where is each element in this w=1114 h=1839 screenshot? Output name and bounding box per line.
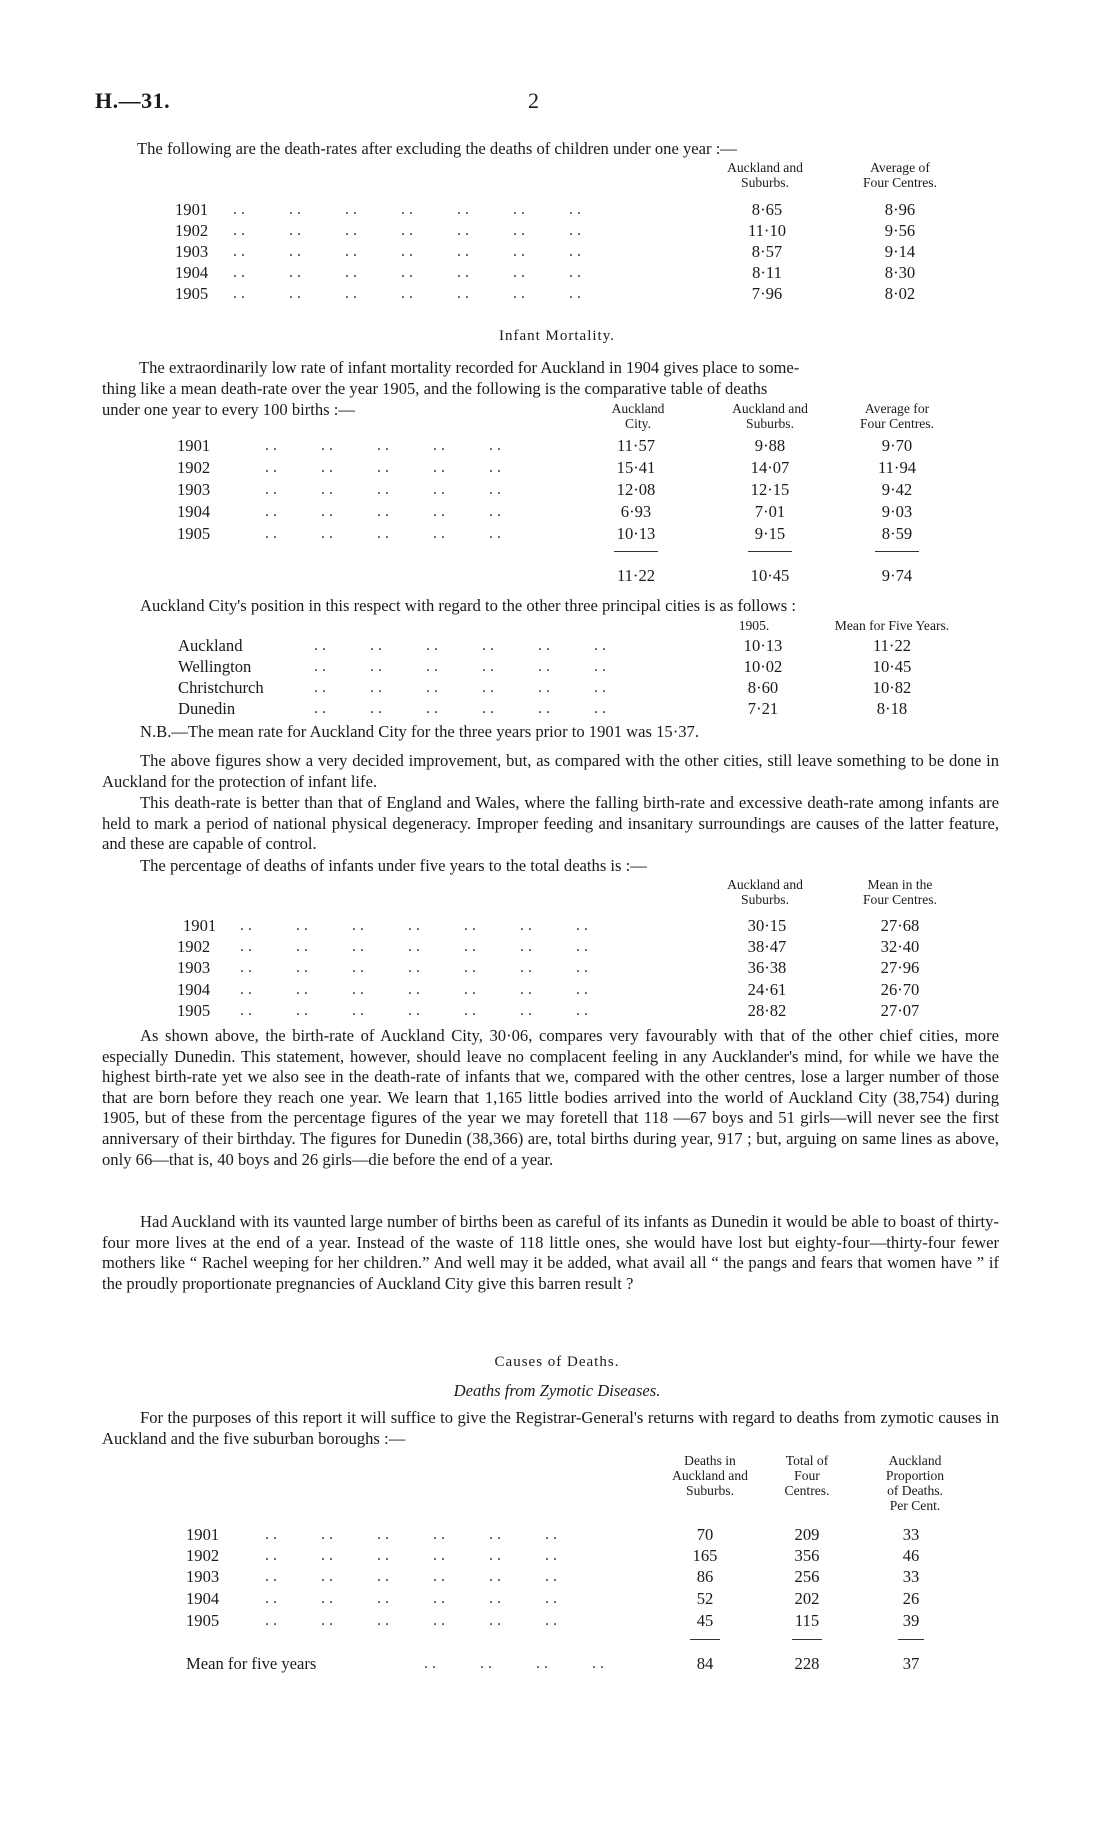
year-cell: 1901 (177, 436, 211, 455)
city-cell: Christchurch (178, 678, 264, 697)
year-cell: 1903 (177, 958, 211, 977)
value-cell: 38·47 (747, 937, 787, 956)
value-cell: 6·93 (620, 502, 652, 521)
leader-dots: . . . . . . . . . . . . . . (233, 285, 581, 302)
city-cell: Auckland (178, 636, 243, 655)
header-line: Four Centres. (862, 892, 937, 907)
value-cell: 39 (902, 1611, 920, 1630)
header-line: Deaths in (684, 1453, 736, 1468)
page-number: 2 (528, 88, 539, 113)
leader-dots: . . . . . . . . . . . . (265, 1526, 557, 1543)
cities-col1-header: 1905. (738, 618, 770, 633)
mean-cell: 37 (902, 1654, 920, 1673)
year-cell: 1905 (177, 1001, 211, 1020)
year-cell: 1902 (175, 221, 209, 240)
value-cell: 202 (794, 1589, 820, 1608)
leader-dots: . . . . . . . . . . . . . . (240, 981, 588, 998)
header-line: Mean in the (867, 877, 933, 892)
paragraph-text: For the purposes of this report it will suffice to give the Registrar-General's returns with regard to deaths from zymotic causes in Auckland and the five suburban boroughs :— (102, 1408, 999, 1448)
value-cell: 8·30 (884, 263, 916, 282)
value-cell: 33 (902, 1567, 920, 1586)
value-cell: 9·14 (884, 242, 916, 261)
leader-dots: . . . . . . . . . . (265, 437, 501, 454)
header-line: Four Centres. (859, 416, 934, 431)
section-heading-infant-mortality: Infant Mortality. (498, 328, 615, 344)
city-cell: Wellington (178, 657, 252, 676)
header-line: Suburbs. (746, 416, 794, 431)
paragraph-text: Had Auckland with its vaunted large number of births been as careful of its infants as Dunedin it would be able to boast of thirty-four more lives at the end of a year. Instead of the waste of 118 little ones, she would have lost but eighty-four—thirty-four fewer mothers like “ Rachel weeping for her children.” And well may it be added, what avail all “ the pangs and fears that women have ” if the proudly proportionate pregnancies of Auckland City give this barren result ? (102, 1212, 999, 1293)
value-cell: 26·70 (880, 980, 920, 999)
leader-dots: . . . . . . . . . . . . . . (240, 938, 588, 955)
header-line: Four (794, 1468, 820, 1483)
section-heading-causes-of-deaths: Causes of Deaths. (494, 1354, 620, 1370)
value-cell: 8·65 (751, 200, 783, 219)
leader-dots: . . . . . . . . . . (265, 481, 501, 498)
paragraph (102, 793, 999, 855)
value-cell: 36·38 (747, 958, 787, 977)
year-cell: 1901 (175, 200, 209, 219)
table4-col3-header (860, 1453, 970, 1513)
value-cell: 10·13 (616, 524, 656, 543)
value-cell: 70 (696, 1525, 714, 1544)
year-cell: 1903 (186, 1567, 220, 1586)
sum-rule (748, 551, 792, 552)
leader-dots: . . . . . . . . . . . . (265, 1612, 557, 1629)
total-cell: 9·74 (881, 566, 913, 585)
value-cell: 27·07 (880, 1001, 920, 1020)
value-cell: 11·10 (747, 221, 787, 240)
header-line: Proportion (885, 1468, 945, 1483)
paragraph (102, 1212, 999, 1294)
mean-cell: 84 (696, 1654, 714, 1673)
table4-col2-header (762, 1453, 852, 1498)
header-line: Auckland and (672, 1468, 748, 1483)
city-cell: Dunedin (178, 699, 236, 718)
value-cell: 26 (902, 1589, 920, 1608)
paragraph-line: The extraordinarily low rate of infant mortality recorded for Auckland in 1904 gives place to some- (139, 358, 800, 377)
sum-rule (898, 1639, 924, 1640)
value-cell: 86 (696, 1567, 714, 1586)
value-cell: 256 (794, 1567, 820, 1586)
leader-dots: . . . . . . . . . . . . (314, 679, 606, 696)
leader-dots: . . . . . . . . . . . . . . (233, 222, 581, 239)
header-line: Auckland (888, 1453, 942, 1468)
value-cell: 165 (692, 1546, 718, 1565)
value-cell: 11·94 (877, 458, 917, 477)
paragraph-line: under one year to every 100 births :— (102, 400, 355, 419)
year-cell: 1901 (186, 1525, 220, 1544)
header-line: City. (625, 416, 651, 431)
header-line: Auckland and (727, 160, 803, 175)
paragraph (102, 1026, 999, 1170)
header-line: Four Centres. (862, 175, 937, 190)
table2-col3-header (837, 401, 957, 431)
document-reference: H.—31. (95, 88, 171, 113)
value-cell: 14·07 (750, 458, 790, 477)
value-cell: 11·22 (872, 636, 912, 655)
year-cell: 1904 (186, 1589, 220, 1608)
header-line: Total of (785, 1453, 829, 1468)
sum-rule (690, 1639, 720, 1640)
value-cell: 10·13 (743, 636, 783, 655)
paragraph (102, 1408, 999, 1449)
total-cell: 10·45 (750, 566, 790, 585)
year-cell: 1904 (175, 263, 209, 282)
value-cell: 45 (696, 1611, 714, 1630)
leader-dots: . . . . . . . . . . . . (265, 1568, 557, 1585)
table3-col1-header (705, 877, 825, 907)
table4-col1-header (650, 1453, 770, 1498)
year-cell: 1903 (177, 480, 211, 499)
value-cell: 33 (902, 1525, 920, 1544)
value-cell: 28·82 (747, 1001, 787, 1020)
value-cell: 356 (794, 1546, 820, 1565)
header-line: Per Cent. (889, 1498, 941, 1513)
value-cell: 11·57 (616, 436, 656, 455)
mean-cell: 228 (794, 1654, 820, 1673)
header-line: Suburbs. (741, 892, 789, 907)
header-line: Suburbs. (741, 175, 789, 190)
value-cell: 8·59 (881, 524, 913, 543)
value-cell: 7·01 (754, 502, 786, 521)
paragraph (102, 856, 999, 877)
value-cell: 10·45 (872, 657, 912, 676)
value-cell: 27·96 (880, 958, 920, 977)
leader-dots: . . . . . . . . . . (265, 525, 501, 542)
leader-dots: . . . . . . . . . . . . . . (240, 917, 588, 934)
year-cell: 1904 (177, 502, 211, 521)
paragraph-text: As shown above, the birth-rate of Auckland City, 30·06, compares very favourably with that of the other chief cities, more especially Dunedin. This statement, however, should leave no complacent feeling in any Aucklander's mind, for while we have the highest birth-rate yet we also see in the death-rate of infants that we, compared with the other centres, lose a larger number of those that are born before they reach one year. We learn that 1,165 little bodies arrived into the world of Auckland City (38,754) during 1905, but of these from the percentage figures of the year we may foretell that 118 —67 boys and 51 girls—will never see the first anniversary of their birthday. The figures for Dunedin (38,366) are, total births during year, 917 ; but, arguing on same lines as above, only 66—that is, 40 boys and 26 girls—die before the end of a year. (102, 1026, 999, 1169)
header-line: Centres. (784, 1483, 830, 1498)
year-cell: 1903 (175, 242, 209, 261)
header-line: Average for (864, 401, 930, 416)
leader-dots: . . . . . . . . . . . . . . (233, 243, 581, 260)
value-cell: 9·42 (881, 480, 913, 499)
table1-intro: The following are the death-rates after excluding the deaths of children under one year :— (137, 139, 737, 158)
header-line: of Deaths. (887, 1483, 943, 1498)
value-cell: 8·96 (884, 200, 916, 219)
leader-dots: . . . . . . . . . . . . (265, 1547, 557, 1564)
value-cell: 27·68 (880, 916, 920, 935)
leader-dots: . . . . . . . . . . (265, 503, 501, 520)
value-cell: 8·18 (876, 699, 908, 718)
header-line: Average of (870, 160, 930, 175)
year-cell: 1905 (175, 284, 209, 303)
leader-dots: . . . . . . . . (424, 1655, 604, 1672)
total-cell: 11·22 (616, 566, 656, 585)
leader-dots: . . . . . . . . . . (265, 459, 501, 476)
value-cell: 9·56 (884, 221, 916, 240)
value-cell: 8·57 (751, 242, 783, 261)
leader-dots: . . . . . . . . . . . . . . (233, 264, 581, 281)
value-cell: 24·61 (747, 980, 787, 999)
value-cell: 209 (794, 1525, 820, 1544)
year-cell: 1902 (177, 458, 211, 477)
leader-dots: . . . . . . . . . . . . (314, 700, 606, 717)
year-cell: 1901 (183, 916, 217, 935)
header-line: Auckland (611, 401, 665, 416)
paragraph-text: This death-rate is better than that of England and Wales, where the falling birth-rate and excessive death-rate among infants are held to mark a period of national physical degeneracy. Improper feeding and insanitary surroundings are causes of the latter feature, and these are capable of control. (102, 793, 999, 854)
cities-col2-header: Mean for Five Years. (834, 618, 950, 633)
value-cell: 52 (696, 1589, 714, 1608)
value-cell: 30·15 (747, 916, 787, 935)
year-cell: 1902 (177, 937, 211, 956)
value-cell: 15·41 (616, 458, 656, 477)
year-cell: 1905 (177, 524, 211, 543)
value-cell: 10·82 (872, 678, 912, 697)
year-cell: 1902 (186, 1546, 220, 1565)
value-cell: 8·02 (884, 284, 916, 303)
value-cell: 115 (794, 1611, 820, 1630)
value-cell: 7·96 (751, 284, 783, 303)
paragraph (102, 751, 999, 792)
value-cell: 9·70 (881, 436, 913, 455)
value-cell: 12·15 (750, 480, 790, 499)
value-cell: 9·15 (754, 524, 786, 543)
table1-col2-header (840, 160, 960, 190)
table2-col2-header (710, 401, 830, 431)
sum-rule (792, 1639, 822, 1640)
value-cell: 9·88 (754, 436, 786, 455)
cities-intro: Auckland City's position in this respect with regard to the other three principal cities is as follows : (140, 596, 797, 615)
nota-bene: N.B.—The mean rate for Auckland City for the three years prior to 1901 was 15·37. (140, 722, 699, 741)
section-subheading-zymotic: Deaths from Zymotic Diseases. (453, 1381, 661, 1400)
sum-rule (875, 551, 919, 552)
table1-col1-header (705, 160, 825, 190)
value-cell: 7·21 (747, 699, 779, 718)
value-cell: 8·11 (752, 263, 782, 282)
value-cell: 32·40 (880, 937, 920, 956)
leader-dots: . . . . . . . . . . . . (314, 658, 606, 675)
leader-dots: . . . . . . . . . . . . (314, 637, 606, 654)
year-cell: 1905 (186, 1611, 220, 1630)
header-line: Auckland and (727, 877, 803, 892)
value-cell: 8·60 (747, 678, 779, 697)
year-cell: 1904 (177, 980, 211, 999)
value-cell: 9·03 (881, 502, 913, 521)
leader-dots: . . . . . . . . . . . . . . (240, 1002, 588, 1019)
paragraph-text: The above figures show a very decided improvement, but, as compared with the other cities, still leave something to be done in Auckland for the protection of infant life. (102, 751, 999, 791)
value-cell: 12·08 (616, 480, 656, 499)
sum-rule (614, 551, 658, 552)
value-cell: 10·02 (743, 657, 783, 676)
mean-label: Mean for five years (186, 1654, 317, 1673)
paragraph-line: thing like a mean death-rate over the year 1905, and the following is the comparative table of deaths (102, 379, 768, 398)
table2-col1-header (588, 401, 688, 431)
leader-dots: . . . . . . . . . . . . . . (240, 959, 588, 976)
header-line: Suburbs. (686, 1483, 734, 1498)
value-cell: 46 (902, 1546, 920, 1565)
leader-dots: . . . . . . . . . . . . . . (233, 201, 581, 218)
table3-col2-header (840, 877, 960, 907)
paragraph-text: The percentage of deaths of infants under five years to the total deaths is :— (140, 856, 647, 875)
header-line: Auckland and (732, 401, 808, 416)
leader-dots: . . . . . . . . . . . . (265, 1590, 557, 1607)
